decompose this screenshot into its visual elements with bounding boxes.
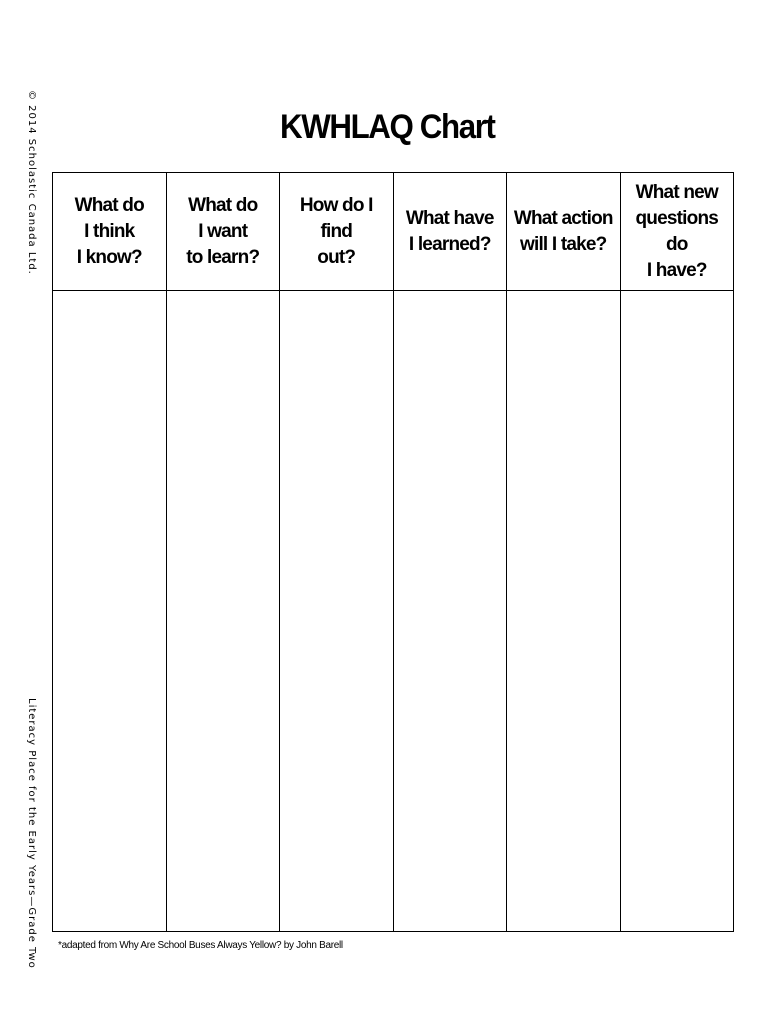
header-line: What new (635, 181, 718, 203)
header-line: What do (188, 194, 258, 216)
header-line: What do (74, 194, 144, 216)
header-line: I think (84, 220, 135, 242)
header-line: out? (317, 246, 356, 268)
column-header-want (166, 173, 280, 291)
footnote: *adapted from Why Are School Buses Always Yellow? by John Barell (58, 940, 343, 951)
answer-cell-questions[interactable] (620, 291, 734, 932)
header-line: will I take? (520, 233, 607, 255)
header-line: to learn? (186, 246, 260, 268)
copyright-notice: © 2014 Scholastic Canada Ltd. (26, 90, 37, 275)
answer-cell-learned[interactable] (393, 291, 507, 932)
column-header-questions (620, 173, 734, 291)
header-line: I want (198, 220, 248, 242)
answer-cell-how[interactable] (280, 291, 394, 932)
header-line: How do I find (299, 194, 373, 242)
column-header-action (507, 173, 621, 291)
kwhlaq-table (52, 172, 734, 932)
answer-cell-know[interactable] (53, 291, 167, 932)
header-line: What have (405, 207, 494, 229)
column-header-how (280, 173, 394, 291)
header-line: What action (513, 207, 613, 229)
header-line: questions do (635, 207, 719, 255)
page-title: KWHLAQ Chart (280, 108, 495, 146)
header-line: I learned? (408, 233, 491, 255)
answer-cell-want[interactable] (166, 291, 280, 932)
column-header-know (53, 173, 167, 291)
header-row (53, 173, 734, 291)
header-line: I have? (646, 259, 707, 281)
header-line: I know? (76, 246, 142, 268)
answer-cell-action[interactable] (507, 291, 621, 932)
series-label: Literacy Place for the Early Years—Grade Two (26, 698, 37, 969)
answer-row (53, 291, 734, 932)
column-header-learned (393, 173, 507, 291)
